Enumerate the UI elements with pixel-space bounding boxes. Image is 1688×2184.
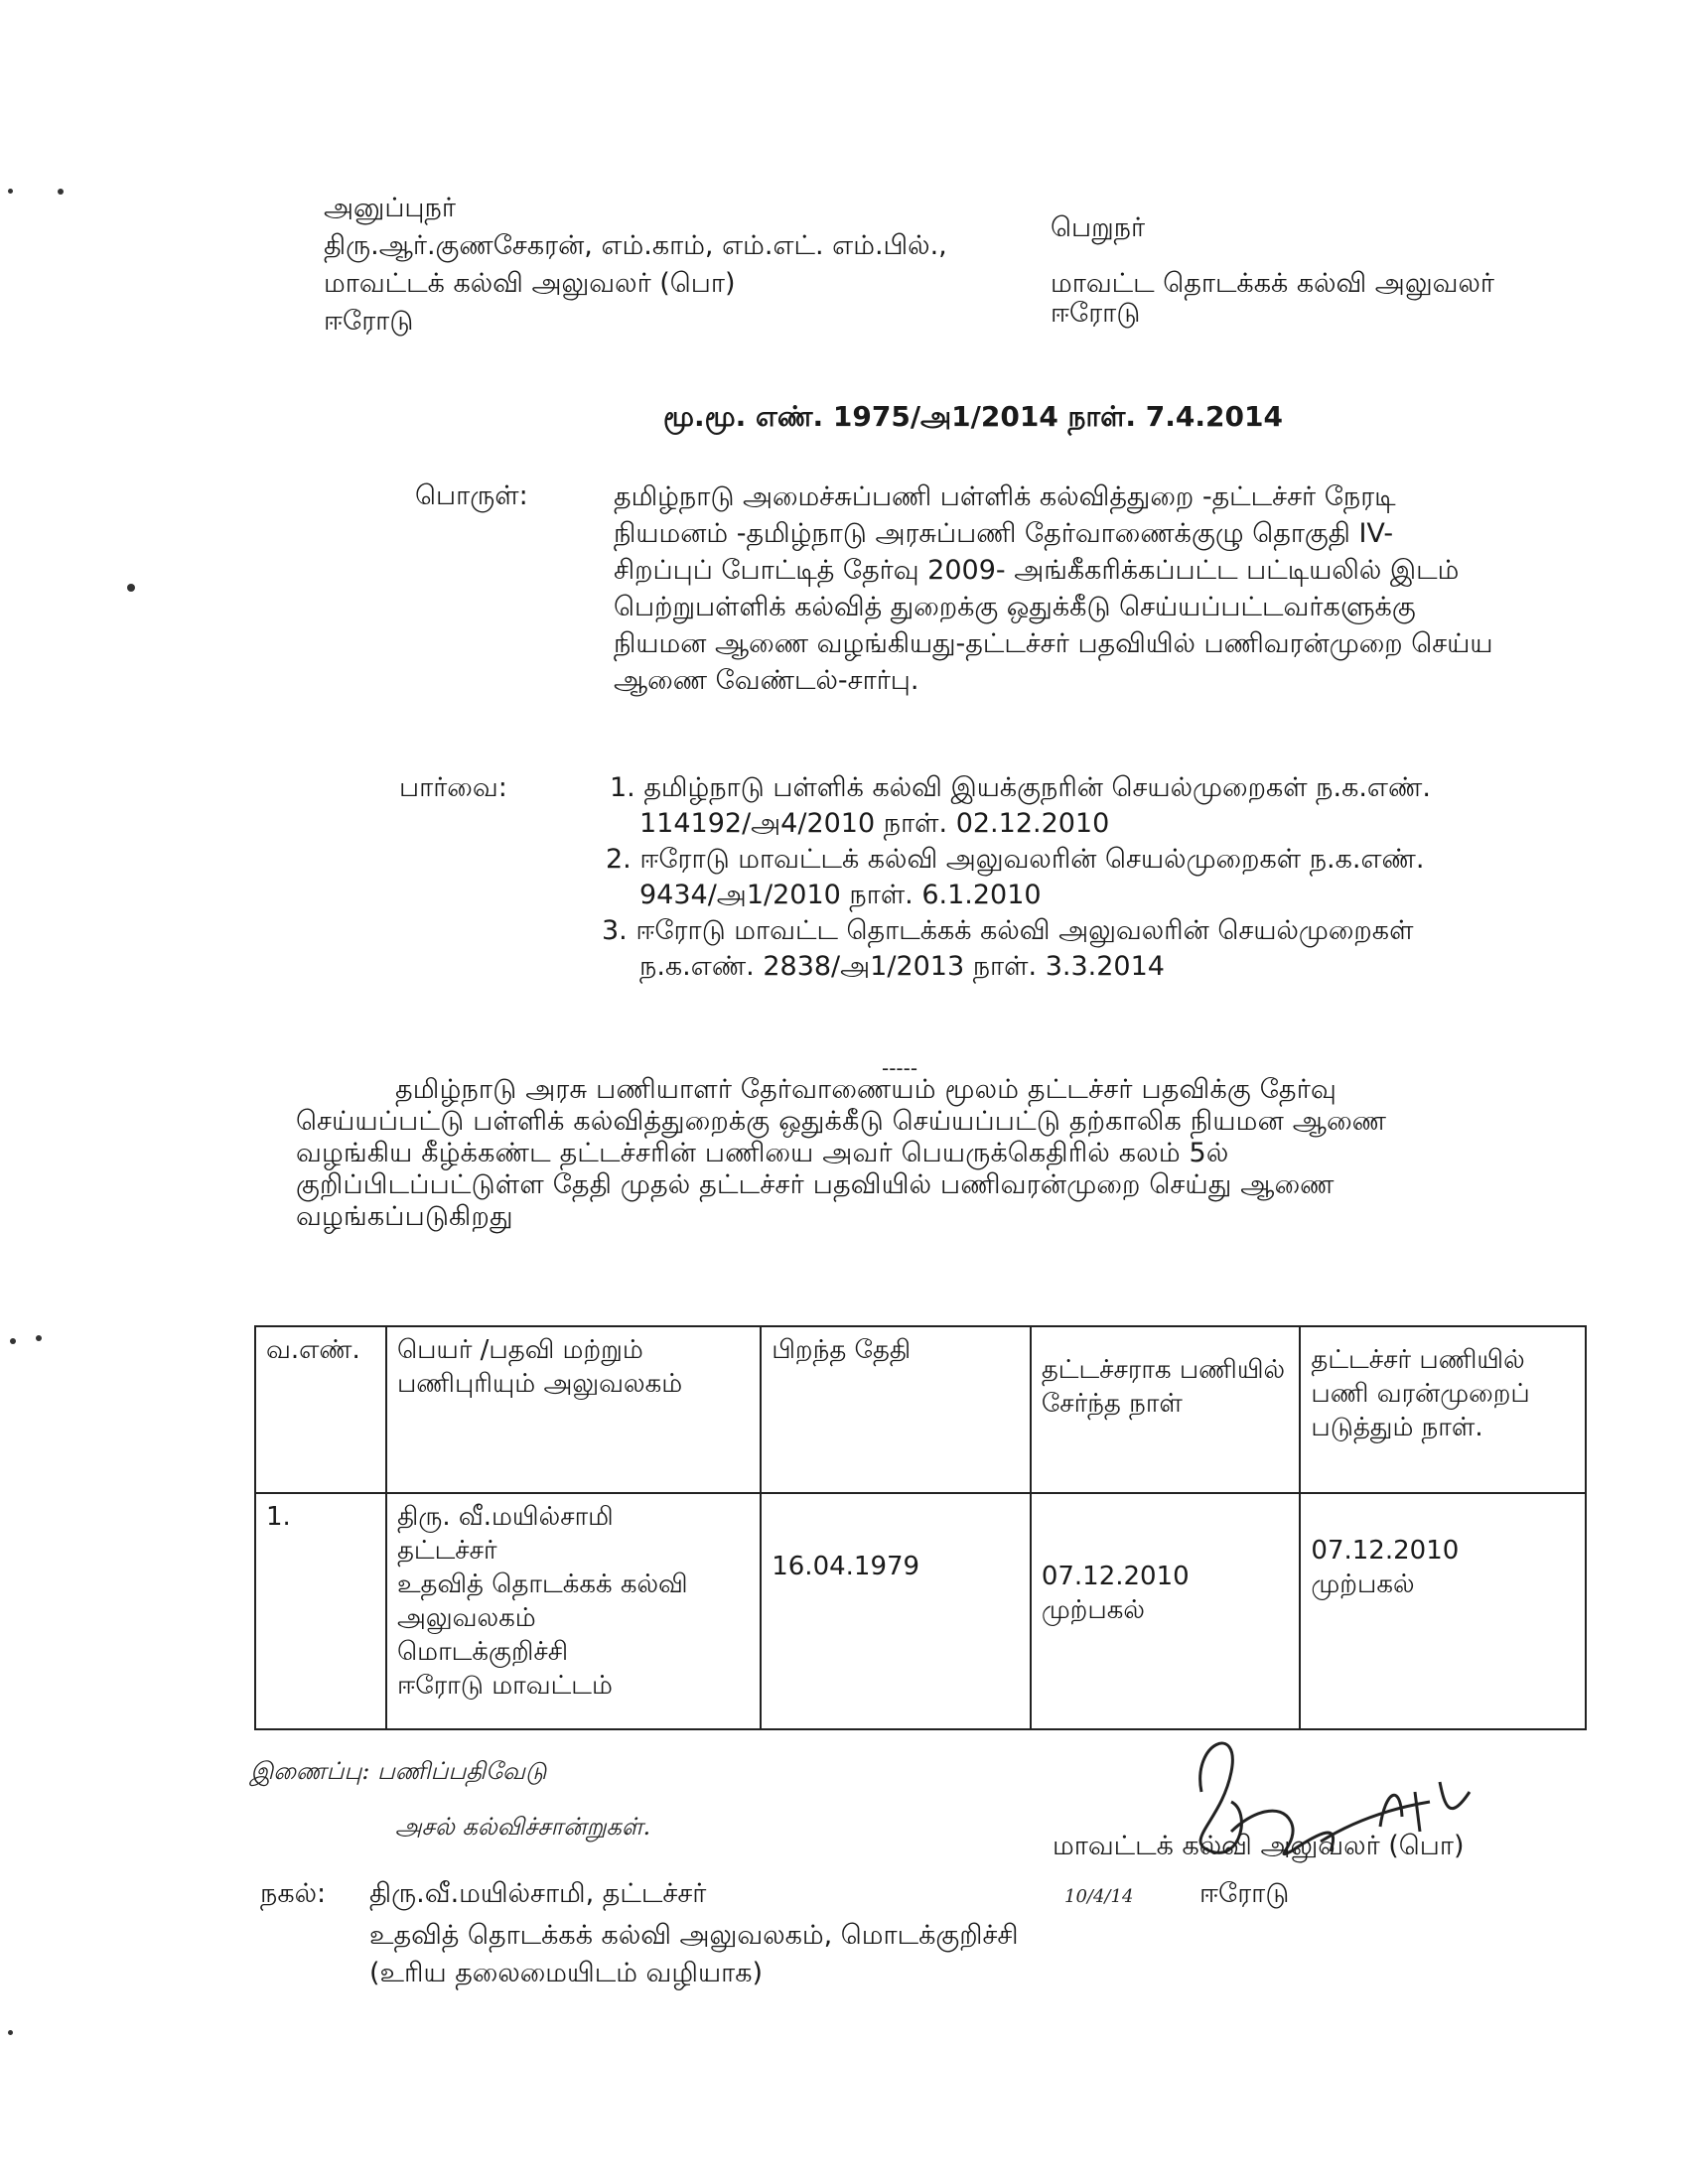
enclosure-line-2: அசல் கல்விச்சான்றுகள். bbox=[395, 1813, 651, 1841]
signatory-designation: மாவட்டக் கல்வி அலுவலர் (பொ) bbox=[1053, 1831, 1465, 1861]
sender-name: திரு.ஆர்.குணசேகரன், எம்.காம், எம்.எட். எம்.பில்., bbox=[324, 230, 947, 261]
body-line: வழங்கிய கீழ்க்கண்ட தட்டச்சரின் பணியை அவர் பெயருக்கெதிரில் கலம் 5ல் bbox=[296, 1138, 1229, 1168]
body-line: செய்யப்பட்டு பள்ளிக் கல்வித்துறைக்கு ஒதுக்கீடு செய்யப்பட்டு தற்காலிக நியமன ஆணை bbox=[296, 1106, 1387, 1137]
recipient-place: ஈரோடு bbox=[1051, 298, 1141, 329]
scan-speck bbox=[127, 584, 135, 592]
detail-line: தட்டச்சர் bbox=[396, 1536, 497, 1566]
employee-table bbox=[254, 1325, 1587, 1730]
reference-item: 2. ஈரோடு மாவட்டக் கல்வி அலுவலரின் செயல்முறைகள் ந.க.எண். bbox=[606, 844, 1425, 875]
body-paragraph bbox=[296, 1074, 1587, 1233]
signature-icon bbox=[1172, 1722, 1489, 1891]
cell-date-of-birth: 16.04.1979 bbox=[761, 1493, 1031, 1729]
scan-speck bbox=[8, 2030, 13, 2035]
reference-item-cont: 9434/அ1/2010 நாள். 6.1.2010 bbox=[639, 880, 1042, 910]
subject-line: ஆணை வேண்டல்-சார்பு. bbox=[614, 665, 919, 696]
header-date-of-birth: பிறந்த தேதி bbox=[761, 1326, 1031, 1493]
subject-line: நியமன ஆணை வழங்கியது-தட்டச்சர் பதவியில் பணிவரன்முறை செய்ய bbox=[614, 628, 1493, 659]
subject-line: தமிழ்நாடு அமைச்சுப்பணி பள்ளிக் கல்வித்துறை -தட்டச்சர் நேரடி bbox=[614, 481, 1396, 512]
detail-line: அலுவலகம் bbox=[396, 1603, 536, 1633]
reference-item: 1. தமிழ்நாடு பள்ளிக் கல்வி இயக்குநரின் செயல்முறைகள் ந.க.எண். bbox=[610, 772, 1431, 803]
enclosure-line-1 bbox=[250, 1757, 546, 1788]
enclosure-item: பணிப்பதிவேடு bbox=[377, 1757, 547, 1785]
cell-joining-date bbox=[1031, 1493, 1301, 1729]
sender-heading: அனுப்புநர் bbox=[324, 193, 456, 223]
body-line: குறிப்பிடப்பட்டுள்ள தேதி முதல் தட்டச்சர் பதவியில் பணிவரன்முறை செய்து ஆணை bbox=[296, 1169, 1335, 1200]
copy-recipients bbox=[369, 1876, 1019, 1991]
detail-line: உதவித் தொடக்கக் கல்வி bbox=[396, 1570, 688, 1599]
cell-regularisation-date bbox=[1300, 1493, 1586, 1729]
copy-line: (உரிய தலைமையிடம் வழியாக) bbox=[369, 1958, 764, 1988]
signatory-initial-date: 10/4/14 bbox=[1064, 1886, 1134, 1907]
copy-label: நகல்: bbox=[260, 1878, 327, 1909]
scan-speck bbox=[58, 189, 64, 195]
reference-item-cont: ந.க.எண். 2838/அ1/2013 நாள். 3.3.2014 bbox=[639, 951, 1165, 982]
header-joining-date: தட்டச்சராக பணியில் சேர்ந்த நாள் bbox=[1031, 1326, 1301, 1493]
signatory-place: ஈரோடு bbox=[1199, 1878, 1290, 1909]
joining-date: 07.12.2010 bbox=[1041, 1562, 1190, 1591]
regularisation-date: 07.12.2010 bbox=[1311, 1536, 1460, 1566]
detail-line: ஈரோடு மாவட்டம் bbox=[396, 1671, 613, 1701]
detail-line: திரு. வீ.மயில்சாமி bbox=[396, 1502, 614, 1532]
sender-designation: மாவட்டக் கல்வி அலுவலர் (பொ) bbox=[324, 268, 736, 299]
sender-place: ஈரோடு bbox=[324, 306, 414, 337]
body-line: வழங்கப்படுகிறது bbox=[296, 1201, 513, 1232]
recipient-heading: பெறுநர் bbox=[1051, 212, 1146, 243]
subject-text bbox=[614, 478, 1493, 699]
regularisation-session: முற்பகல் bbox=[1311, 1570, 1415, 1599]
reference-item-cont: 114192/அ4/2010 நாள். 02.12.2010 bbox=[639, 808, 1110, 839]
reference-item: 3. ஈரோடு மாவட்ட தொடக்கக் கல்வி அலுவலரின் செயல்முறைகள் bbox=[602, 915, 1414, 946]
table-row bbox=[255, 1493, 1586, 1729]
scan-speck bbox=[10, 1338, 16, 1344]
references-label: பார்வை: bbox=[399, 772, 507, 803]
references-list bbox=[602, 770, 1431, 985]
subject-line: பெற்றுபள்ளிக் கல்வித் துறைக்கு ஒதுக்கீடு செய்யப்பட்டவர்களுக்கு bbox=[614, 592, 1416, 622]
references-separator: ----- bbox=[882, 1056, 918, 1080]
header-regularisation-date: தட்டச்சர் பணியில் பணி வரன்முறைப் படுத்தும் நாள். bbox=[1300, 1326, 1586, 1493]
header-name-designation-office: பெயர் /பதவி மற்றும் பணிபுரியும் அலுவலகம் bbox=[386, 1326, 761, 1493]
scan-speck bbox=[36, 1335, 42, 1341]
cell-serial-number: 1. bbox=[255, 1493, 386, 1729]
copy-line: திரு.வீ.மயில்சாமி, தட்டச்சர் bbox=[369, 1878, 707, 1909]
enclosure-label: இணைப்பு: bbox=[250, 1757, 370, 1785]
body-line: தமிழ்நாடு அரசு பணியாளர் தேர்வாணையம் மூலம் தட்டச்சர் பதவிக்கு தேர்வு bbox=[395, 1074, 1337, 1105]
subject-label: பொருள்: bbox=[415, 480, 528, 511]
subject-line: நியமனம் -தமிழ்நாடு அரசுப்பணி தேர்வாணைக்குழு தொகுதி IV- bbox=[614, 518, 1394, 549]
reference-number: மூ.மூ. எண். 1975/அ1/2014 நாள். 7.4.2014 bbox=[663, 400, 1283, 433]
cell-employee-details bbox=[386, 1493, 761, 1729]
recipient-designation: மாவட்ட தொடக்கக் கல்வி அலுவலர் bbox=[1051, 268, 1494, 299]
table-header-row bbox=[255, 1326, 1586, 1493]
subject-line: சிறப்புப் போட்டித் தேர்வு 2009- அங்கீகரிக்கப்பட்ட பட்டியலில் இடம் bbox=[614, 555, 1460, 586]
copy-line: உதவித் தொடக்கக் கல்வி அலுவலகம், மொடக்குறிச்சி bbox=[369, 1920, 1019, 1951]
scan-speck bbox=[8, 189, 13, 194]
header-serial-number: வ.எண். bbox=[255, 1326, 386, 1493]
joining-session: முற்பகல் bbox=[1041, 1595, 1145, 1625]
detail-line: மொடக்குறிச்சி bbox=[396, 1637, 569, 1667]
